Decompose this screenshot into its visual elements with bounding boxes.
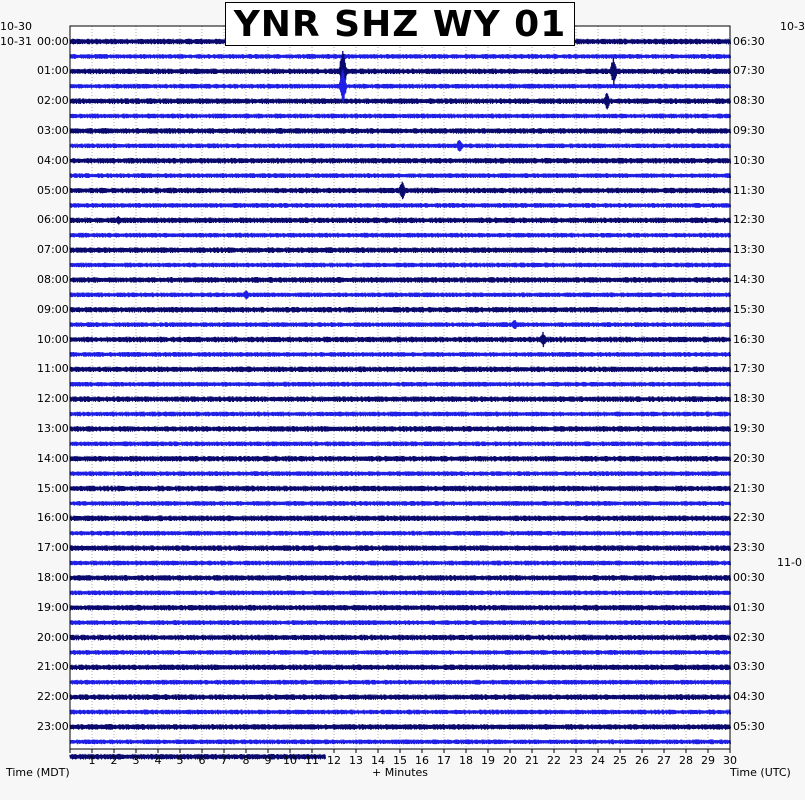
x-tick-label: 12 <box>327 754 341 767</box>
left-date-top: 10-30 <box>0 20 32 33</box>
x-tick-label: 10 <box>283 754 297 767</box>
left-hour-label: 02:00 <box>37 94 69 108</box>
seismic-trace <box>70 710 731 715</box>
right-date-top: 10-3 <box>780 20 805 33</box>
left-hour-label: 16:00 <box>37 511 69 525</box>
right-hour-label: 14:30 <box>733 272 765 286</box>
left-hour-label: 00:00 <box>37 34 69 48</box>
left-hour-label: 15:00 <box>37 481 69 495</box>
left-hour-label: 09:00 <box>37 302 69 316</box>
seismic-trace <box>70 263 731 268</box>
seismic-trace <box>70 158 731 164</box>
left-hour-label: 13:00 <box>37 421 69 435</box>
chart-title: YNR SHZ WY 01 <box>233 3 567 45</box>
right-hour-label: 01:30 <box>733 600 765 614</box>
right-hour-label: 02:30 <box>733 630 765 644</box>
left-hour-label: 19:00 <box>37 600 69 614</box>
right-axis-label: Time (UTC) <box>730 766 791 779</box>
right-hour-label: 09:30 <box>733 123 765 137</box>
x-tick-label: 21 <box>525 754 539 767</box>
left-hour-label: 05:00 <box>37 183 69 197</box>
right-hour-label: 12:30 <box>733 213 765 227</box>
seismic-trace <box>70 605 731 611</box>
right-date-change: 11-0 <box>777 556 802 569</box>
right-hour-label: 06:30 <box>733 34 765 48</box>
x-tick-label: 17 <box>437 754 451 767</box>
right-hour-label: 05:30 <box>733 719 765 733</box>
left-date-start: 10-31 <box>0 35 32 48</box>
x-tick-label: 18 <box>459 754 473 767</box>
left-hour-label: 01:00 <box>37 64 69 78</box>
right-hour-label: 17:30 <box>733 362 765 376</box>
seismic-trace <box>70 515 731 521</box>
seismic-trace <box>70 217 731 223</box>
left-hour-label: 17:00 <box>37 541 69 555</box>
seismic-trace <box>70 412 731 417</box>
left-hour-label: 21:00 <box>37 660 69 674</box>
x-tick-label: 5 <box>176 754 184 767</box>
x-tick-label: 28 <box>679 754 693 767</box>
x-tick-label: 29 <box>701 754 715 767</box>
x-tick-label: 6 <box>198 754 206 767</box>
right-hour-label: 00:30 <box>733 570 765 584</box>
right-hour-label: 07:30 <box>733 64 765 78</box>
right-hour-label: 04:30 <box>733 690 765 704</box>
x-tick-label: 15 <box>393 754 407 767</box>
x-tick-label: 2 <box>110 754 118 767</box>
left-hour-label: 23:00 <box>37 719 69 733</box>
seismic-trace <box>70 352 731 357</box>
x-tick-label: 8 <box>242 754 250 767</box>
left-hour-label: 08:00 <box>37 272 69 286</box>
right-hour-label: 18:30 <box>733 392 765 406</box>
left-axis-label: Time (MDT) <box>6 766 70 779</box>
x-tick-label: 24 <box>591 754 605 767</box>
title-box <box>225 2 575 46</box>
x-tick-label: 22 <box>547 754 561 767</box>
seismic-trace <box>70 635 731 641</box>
x-tick-label: 20 <box>503 754 517 767</box>
seismic-trace <box>70 531 731 536</box>
left-hour-label: 03:00 <box>37 123 69 137</box>
left-hour-label: 06:00 <box>37 213 69 227</box>
right-hour-label: 23:30 <box>733 541 765 555</box>
right-hour-label: 19:30 <box>733 421 765 435</box>
x-tick-label: 13 <box>349 754 363 767</box>
left-hour-label: 10:00 <box>37 332 69 346</box>
right-hour-label: 10:30 <box>733 153 765 167</box>
left-hour-label: 07:00 <box>37 243 69 257</box>
left-hour-label: 11:00 <box>37 362 69 376</box>
left-hour-label: 12:00 <box>37 392 69 406</box>
right-hour-label: 21:30 <box>733 481 765 495</box>
x-tick-label: 4 <box>154 754 162 767</box>
right-hour-label: 20:30 <box>733 451 765 465</box>
x-tick-label: 26 <box>635 754 649 767</box>
x-axis-label: + Minutes <box>372 766 429 779</box>
x-tick-label: 14 <box>371 754 385 767</box>
x-tick-label: 19 <box>481 754 495 767</box>
left-hour-label: 20:00 <box>37 630 69 644</box>
seismic-trace <box>70 590 731 595</box>
left-hour-label: 22:00 <box>37 690 69 704</box>
seismic-trace <box>70 694 731 700</box>
x-tick-label: 11 <box>305 754 319 767</box>
x-tick-label: 7 <box>220 754 228 767</box>
seismic-trace <box>70 114 731 119</box>
seismic-trace <box>70 396 731 402</box>
x-tick-label: 1 <box>88 754 96 767</box>
x-tick-label: 9 <box>264 754 272 767</box>
right-hour-label: 16:30 <box>733 332 765 346</box>
seismic-trace <box>70 128 731 134</box>
left-hour-label: 18:00 <box>37 570 69 584</box>
seismic-trace <box>70 203 731 208</box>
x-tick-label: 16 <box>415 754 429 767</box>
right-hour-label: 03:30 <box>733 660 765 674</box>
left-hour-label: 04:00 <box>37 153 69 167</box>
right-hour-label: 22:30 <box>733 511 765 525</box>
right-hour-label: 11:30 <box>733 183 765 197</box>
seismic-trace <box>70 724 731 730</box>
seismic-trace <box>70 620 731 625</box>
right-hour-label: 15:30 <box>733 302 765 316</box>
seismic-trace <box>70 233 731 238</box>
x-tick-label: 25 <box>613 754 627 767</box>
x-tick-label: 30 <box>723 754 737 767</box>
x-tick-label: 23 <box>569 754 583 767</box>
seismic-trace <box>70 650 731 655</box>
x-tick-label: 27 <box>657 754 671 767</box>
x-tick-label: 3 <box>132 754 140 767</box>
seismic-trace <box>70 54 731 59</box>
right-hour-label: 13:30 <box>733 243 765 257</box>
right-hour-label: 08:30 <box>733 94 765 108</box>
seismic-trace <box>70 456 731 462</box>
left-hour-label: 14:00 <box>37 451 69 465</box>
